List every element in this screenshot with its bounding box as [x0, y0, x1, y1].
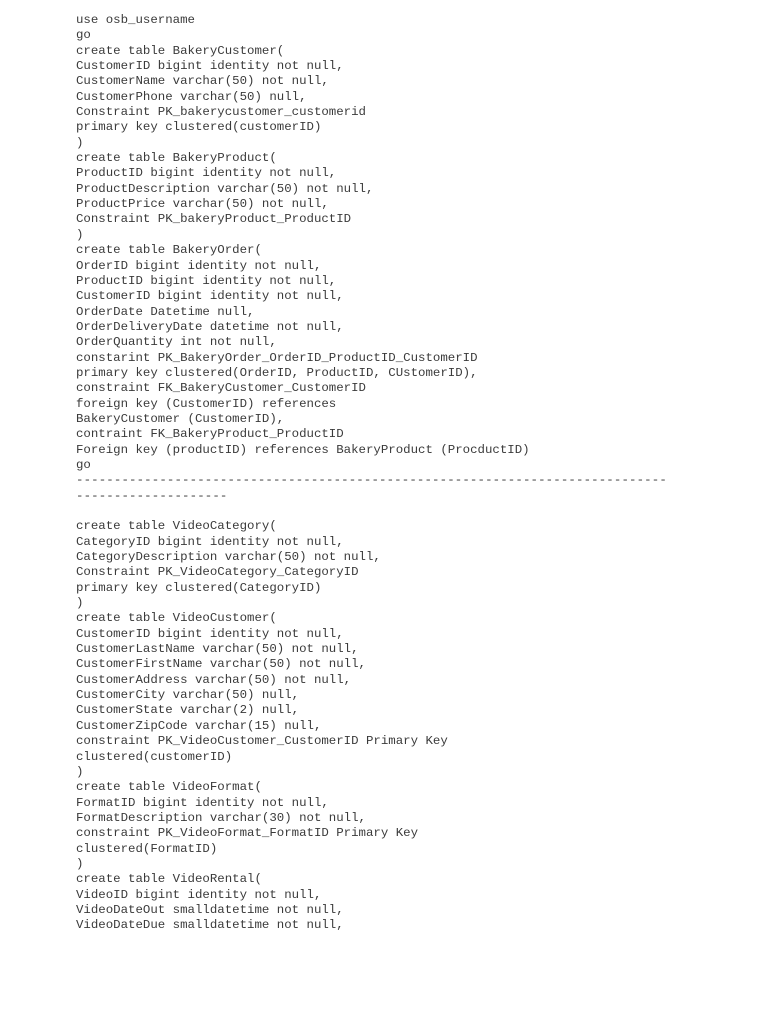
code-line: contraint FK_BakeryProduct_ProductID — [76, 427, 344, 442]
code-line: ProductID bigint identity not null, — [76, 166, 337, 181]
code-line: VideoID bigint identity not null, — [76, 887, 322, 902]
code-line: CustomerZipCode varchar(15) null, — [76, 718, 322, 733]
code-line: ) — [76, 596, 84, 611]
code-line: Constraint PK_VideoCategory_CategoryID — [76, 565, 359, 580]
code-line: ProductPrice varchar(50) not null, — [76, 197, 329, 212]
code-line: constraint PK_VideoCustomer_CustomerID Primary Key — [76, 734, 448, 749]
code-line: FormatDescription varchar(30) not null, — [76, 810, 366, 825]
code-line: CustomerID bigint identity not null, — [76, 289, 344, 304]
code-line: primary key clustered(CategoryID) — [76, 580, 322, 595]
code-line: primary key clustered(OrderID, ProductID, CUstomerID), — [76, 365, 478, 380]
separator-rule: ------------------------------------------------------------------------------ — [76, 473, 667, 488]
code-line: Constraint PK_bakeryProduct_ProductID — [76, 212, 352, 227]
code-line: OrderDate Datetime null, — [76, 304, 255, 319]
code-line: OrderQuantity int not null, — [76, 335, 277, 350]
code-line: clustered(customerID) — [76, 749, 233, 764]
code-line: create table VideoRental( — [76, 872, 262, 887]
code-line: CustomerLastName varchar(50) not null, — [76, 642, 359, 657]
separator-rule-continued: -------------------- — [76, 488, 228, 503]
code-line: ) — [76, 856, 84, 871]
code-line: foreign key (CustomerID) references — [76, 396, 337, 411]
code-line: CustomerID bigint identity not null, — [76, 626, 344, 641]
code-line: constraint FK_BakeryCustomer_CustomerID — [76, 381, 366, 396]
code-line: go — [76, 457, 91, 472]
code-line: CustomerID bigint identity not null, — [76, 59, 344, 74]
code-line: create table VideoCustomer( — [76, 611, 277, 626]
code-line: OrderDeliveryDate datetime not null, — [76, 319, 344, 334]
code-line: BakeryCustomer (CustomerID), — [76, 411, 285, 426]
code-line: CategoryDescription varchar(50) not null, — [76, 550, 381, 565]
code-line: create table BakeryOrder( — [76, 243, 262, 258]
code-line: primary key clustered(customerID) — [76, 120, 322, 135]
code-line: ) — [76, 227, 84, 242]
code-line: clustered(FormatID) — [76, 841, 218, 856]
code-line: create table BakeryCustomer( — [76, 43, 285, 58]
code-line: Constraint PK_bakerycustomer_customerid — [76, 105, 366, 120]
code-line: constarint PK_BakeryOrder_OrderID_ProductID_CustomerID — [76, 350, 478, 365]
code-line: CustomerAddress varchar(50) not null, — [76, 672, 352, 687]
blank-line — [76, 504, 756, 519]
code-line: CustomerState varchar(2) null, — [76, 703, 300, 718]
code-line: Foreign key (productID) references BakeryProduct (ProcductID) — [76, 442, 530, 457]
code-line: CustomerPhone varchar(50) null, — [76, 89, 307, 104]
code-line: go — [76, 28, 91, 43]
code-line: ProductDescription varchar(50) not null, — [76, 181, 374, 196]
code-line: create table BakeryProduct( — [76, 151, 277, 166]
code-line: ProductID bigint identity not null, — [76, 273, 337, 288]
code-line: OrderID bigint identity not null, — [76, 258, 322, 273]
code-line: use osb_username — [76, 13, 195, 27]
code-line: VideoDateDue smalldatetime not null, — [76, 918, 344, 933]
code-line: CustomerFirstName varchar(50) not null, — [76, 657, 366, 672]
code-line: CustomerCity varchar(50) null, — [76, 688, 300, 703]
code-line: VideoDateOut smalldatetime not null, — [76, 902, 344, 917]
code-line: ) — [76, 135, 84, 150]
code-line: ) — [76, 764, 84, 779]
sql-code-block — [76, 13, 756, 934]
code-line: FormatID bigint identity not null, — [76, 795, 329, 810]
code-line: CategoryID bigint identity not null, — [76, 534, 344, 549]
code-line: create table VideoCategory( — [76, 519, 277, 534]
code-line: constraint PK_VideoFormat_FormatID Primary Key — [76, 826, 419, 841]
code-line: CustomerName varchar(50) not null, — [76, 74, 329, 89]
code-line: create table VideoFormat( — [76, 780, 262, 795]
